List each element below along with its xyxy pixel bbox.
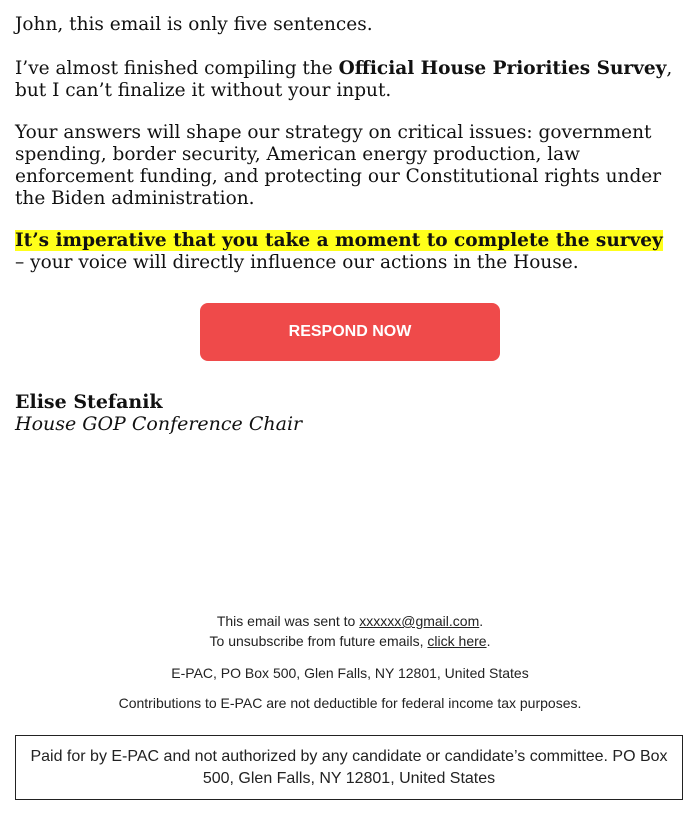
signature — [15, 391, 302, 435]
highlighted-text: It’s imperative that you take a moment to complete the survey — [15, 230, 663, 251]
greeting-paragraph: John, this email is only five sentences. — [15, 14, 373, 35]
footer-recipient-info — [0, 611, 700, 651]
issues-paragraph: Your answers will shape our strategy on critical issues: government spending, border security, American energy production, law enforcement funding, and protecting our Constitutional rights under the Biden administration. — [15, 122, 662, 209]
unsubscribe-suffix: . — [486, 633, 491, 649]
footer-tax-note: Contributions to E-PAC are not deductible for federal income tax purposes. — [118, 695, 582, 711]
call-to-action-paragraph — [15, 230, 675, 274]
survey-name: Official House Priorities Survey — [338, 58, 667, 79]
footer-address: E-PAC, PO Box 500, Glen Falls, NY 12801, United States — [171, 665, 529, 681]
paid-for-disclaimer: Paid for by E-PAC and not authorized by any candidate or candidate’s committee. PO Box 500, Glen Falls, NY 12801, United States — [15, 735, 683, 800]
signature-title: House GOP Conference Chair — [15, 413, 303, 435]
sent-suffix: . — [479, 613, 484, 629]
survey-intro-prefix: I’ve almost finished compiling the — [15, 58, 339, 79]
signature-name: Elise Stefanik — [15, 391, 163, 413]
respond-now-button[interactable]: RESPOND NOW — [200, 303, 500, 361]
survey-intro-suffix: , but I can’t finalize it without your input. — [15, 58, 673, 101]
survey-intro-paragraph — [15, 58, 675, 102]
cta-paragraph-suffix: – your voice will directly influence our actions in the House. — [15, 252, 579, 273]
unsubscribe-prefix: To unsubscribe from future emails, — [209, 633, 428, 649]
recipient-email-link[interactable]: xxxxxx@gmail.com — [359, 613, 480, 629]
unsubscribe-link[interactable]: click here — [427, 633, 487, 649]
sent-prefix: This email was sent to — [216, 613, 360, 629]
